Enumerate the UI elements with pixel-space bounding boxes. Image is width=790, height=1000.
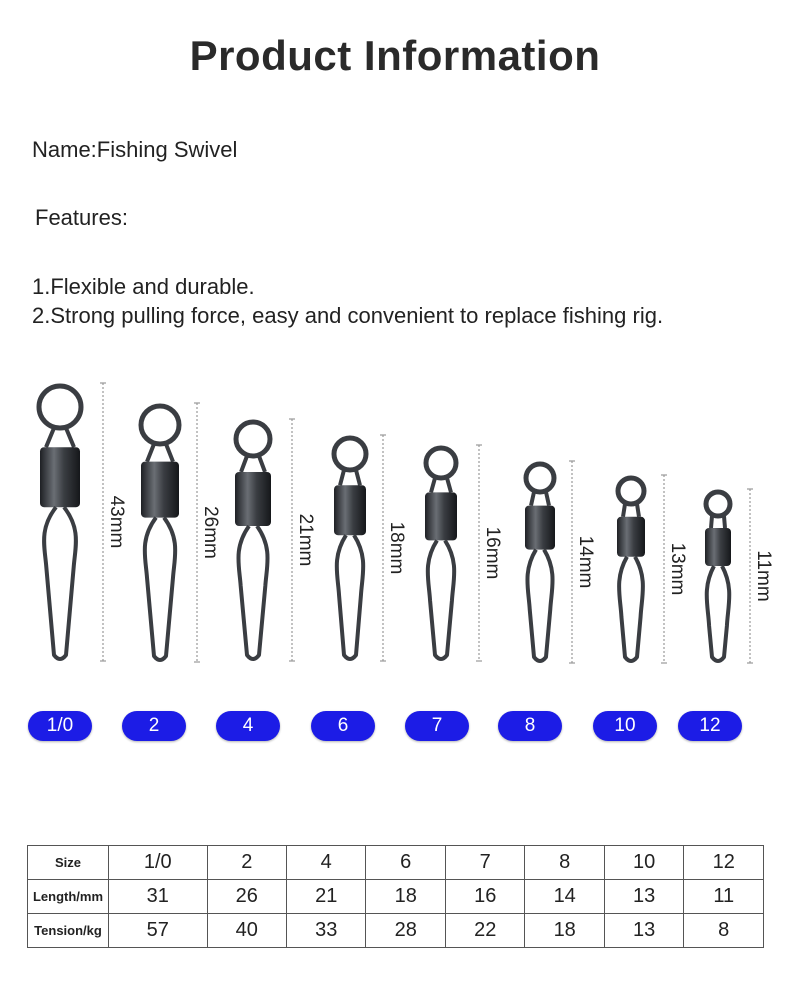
swivel-barrel: [705, 528, 731, 566]
swivel-ring: [426, 448, 456, 478]
table-cell: 57: [109, 914, 208, 948]
table-row: [28, 846, 764, 880]
table-cell: 8: [684, 914, 764, 948]
table-cell: 6: [366, 846, 445, 880]
swivel-ring: [334, 438, 366, 470]
table-cell: 13: [604, 880, 683, 914]
table-cell: 16: [445, 880, 524, 914]
table-cell: 31: [109, 880, 208, 914]
swivel-barrel: [525, 506, 555, 550]
product-name: Name:Fishing Swivel: [32, 137, 238, 162]
swivel-snap: [337, 535, 363, 659]
length-label: 43mm: [106, 495, 127, 549]
table-cell: 13: [604, 914, 683, 948]
length-label: 14mm: [575, 535, 596, 589]
table-row: [28, 880, 764, 914]
table-cell: 2: [207, 846, 286, 880]
table-cell: 14: [525, 880, 604, 914]
size-badge: 12: [678, 711, 742, 741]
swivel-neck: [46, 428, 74, 447]
swivel-snap: [619, 557, 643, 661]
feature-item: 1.Flexible and durable.: [32, 274, 255, 299]
table-cell: 18: [366, 880, 445, 914]
table-cell: 21: [287, 880, 366, 914]
swivel-neck: [147, 444, 173, 462]
length-label: 16mm: [482, 526, 503, 580]
table-cell: 18: [525, 914, 604, 948]
table-cell: 22: [445, 914, 524, 948]
swivel-ring: [706, 492, 730, 516]
size-badge: 10: [593, 711, 657, 741]
swivel-snap: [428, 540, 454, 659]
length-label: 13mm: [667, 542, 688, 596]
swivel-snap: [707, 566, 730, 661]
size-badge: 1/0: [28, 711, 92, 741]
swivel-barrel: [425, 492, 457, 540]
length-label: 21mm: [295, 513, 316, 567]
swivel-ring: [618, 478, 644, 504]
size-badge: 7: [405, 711, 469, 741]
swivel-barrel: [235, 472, 271, 526]
table-cell: 11: [684, 880, 764, 914]
swivel-snap: [527, 550, 552, 661]
page-title: Product Information: [189, 32, 601, 79]
table-cell: 4: [287, 846, 366, 880]
swivel-ring: [39, 386, 81, 428]
swivel-snap: [238, 526, 267, 659]
length-label: 11mm: [753, 550, 774, 602]
table-row: [28, 914, 764, 948]
swivel-barrel: [617, 517, 645, 557]
length-label: 18mm: [386, 521, 407, 575]
table-cell: 1/0: [109, 846, 208, 880]
swivel-ring: [141, 406, 179, 444]
table-cell: 10: [604, 846, 683, 880]
swivel-barrel: [141, 462, 179, 518]
spec-table: [27, 845, 764, 948]
table-cell: 40: [207, 914, 286, 948]
swivel-barrel: [334, 485, 366, 535]
swivel-snap: [145, 518, 176, 660]
table-cell: 8: [525, 846, 604, 880]
table-cell: 33: [287, 914, 366, 948]
row-header: Size: [28, 846, 109, 880]
swivel-illustration: [0, 365, 790, 685]
length-label: 26mm: [200, 506, 221, 559]
size-badge: 8: [498, 711, 562, 741]
row-header: Length/mm: [28, 880, 109, 914]
size-badge: 6: [311, 711, 375, 741]
table-cell: 7: [445, 846, 524, 880]
features-heading: Features:: [35, 205, 128, 230]
swivel-ring: [236, 422, 270, 456]
row-header: Tension/kg: [28, 914, 109, 948]
size-badge: 2: [122, 711, 186, 741]
swivel-barrel: [40, 447, 80, 507]
swivel-snap: [44, 507, 76, 659]
swivel-ring: [526, 464, 554, 492]
size-badge: 4: [216, 711, 280, 741]
table-cell: 28: [366, 914, 445, 948]
table-cell: 12: [684, 846, 764, 880]
feature-item: 2.Strong pulling force, easy and convenient to replace fishing rig.: [32, 303, 664, 328]
table-cell: 26: [207, 880, 286, 914]
